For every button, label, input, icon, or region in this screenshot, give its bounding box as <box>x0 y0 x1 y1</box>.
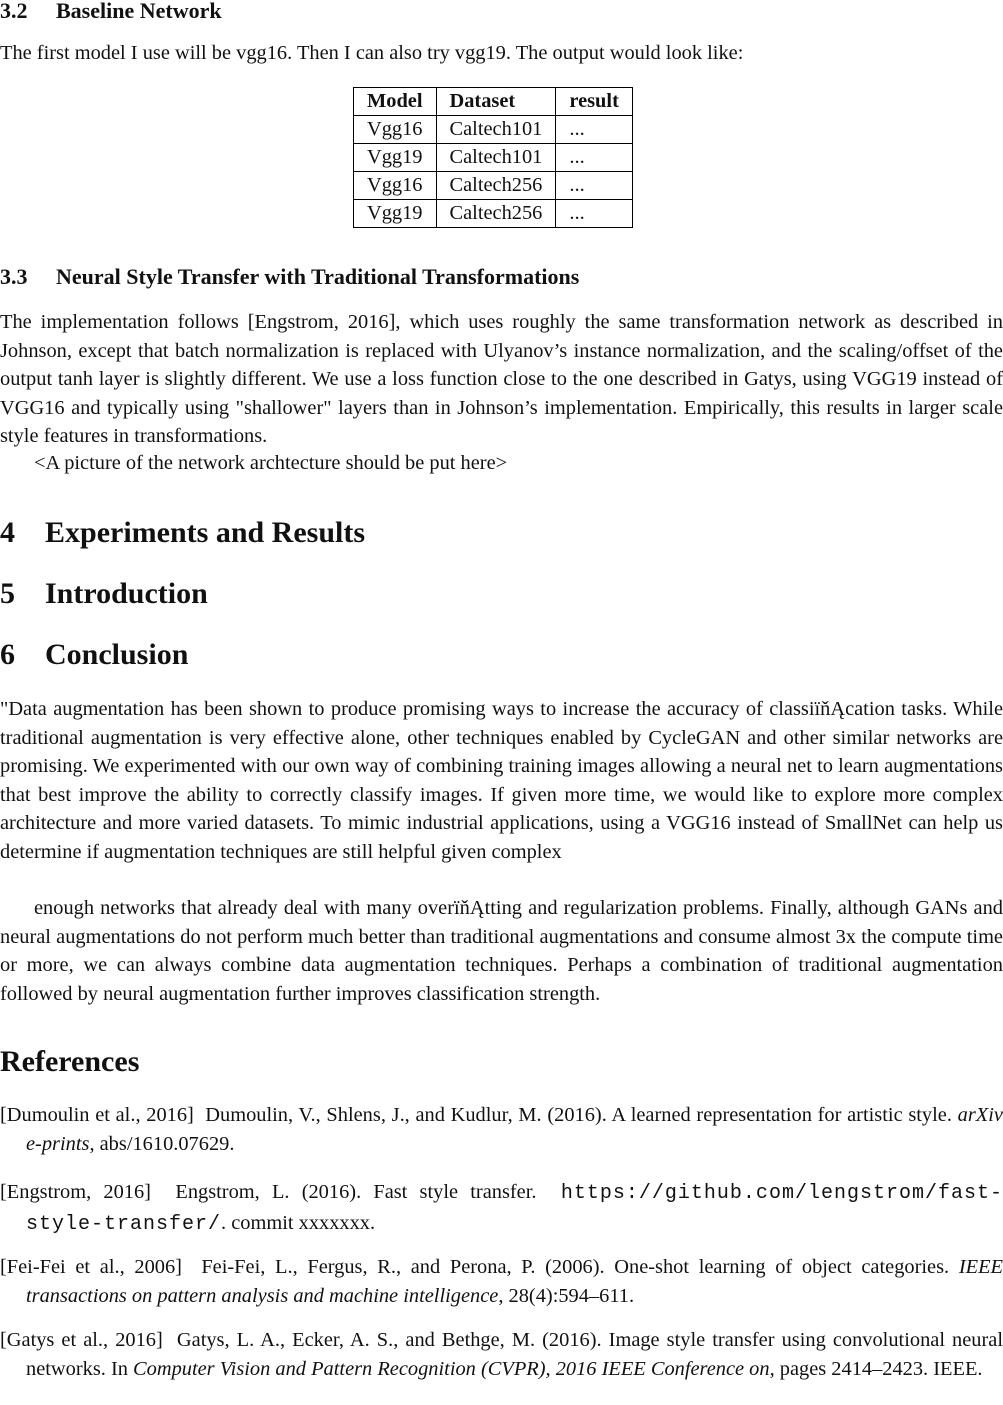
figure-placeholder-note: <A picture of the network archtecture should be put here> <box>34 452 508 474</box>
reference-venue: IEEE transactions on pattern analysis and machine intelligence <box>26 1256 1003 1307</box>
table-cell: Vgg19 <box>354 144 437 172</box>
reference-key: [Engstrom, 2016] <box>0 1181 151 1203</box>
nst-paragraph: The implementation follows [Engstrom, 2016], which uses roughly the same transformation network as described in Johnson, except that batch normalization is replaced with Ulyanov’s instance normalization, and the scaling/offset of the output tanh layer is slightly different. We use a loss function close to the one described in Gatys, using VGG19 instead of VGG16 and typically using "shallower" layers than in Johnson’s implementation. Empirically, this results in larger scale style features in transformations. <box>0 311 1003 448</box>
table-cell: ... <box>556 116 632 144</box>
conclusion-paragraph-2: enough networks that already deal with many overïňĄtting and regularization problems. Finally, although GANs and neural augmentations do not perform much better than traditional augmentations and consume almost 3x the compute time or more, we can always combine data augmentation techniques. Perhaps a combination of traditional augmentation followed by neural augmentation further improves classification strength. <box>0 897 1003 1005</box>
table-header-row <box>354 88 633 116</box>
section-number: 6 <box>0 638 15 671</box>
table-cell: ... <box>556 144 632 172</box>
reference-authors: Gatys, L. A., Ecker, A. S., and Bethge, M. (2016). Image style transfer using convolutional neural networks. In <box>26 1329 1003 1380</box>
section-heading-3-3 <box>0 264 1003 290</box>
section-title: Neural Style Transfer with Traditional Transformations <box>56 264 580 289</box>
table-row <box>354 116 633 144</box>
table-cell: Caltech101 <box>436 144 556 172</box>
table-cell: Vgg16 <box>354 172 437 200</box>
reference-url-link[interactable]: https://github.com/lengstrom/fast-style-transfer/ <box>26 1182 1003 1236</box>
reference-details: , pages 2414–2423. IEEE. <box>769 1357 983 1380</box>
table-cell: Caltech101 <box>436 116 556 144</box>
table-cell: ... <box>556 172 632 200</box>
reference-venue: arXiv e-prints <box>26 1104 1003 1155</box>
table-header-cell: result <box>556 88 632 116</box>
table-cell: Caltech256 <box>436 200 556 228</box>
reference-authors: Dumoulin, V., Shlens, J., and Kudlur, M. (2016). A learned representation for artistic style. <box>205 1104 952 1126</box>
reference-entry <box>0 1253 1003 1310</box>
reference-authors: Engstrom, L. (2016). Fast style transfer. <box>175 1181 537 1203</box>
table-cell: Vgg16 <box>354 116 437 144</box>
table-cell: Vgg19 <box>354 200 437 228</box>
reference-authors: Fei-Fei, L., Fergus, R., and Perona, P. (2006). One-shot learning of object categories. <box>201 1256 950 1278</box>
reference-entry <box>0 1326 1003 1383</box>
reference-details: , 28(4):594–611. <box>498 1284 635 1307</box>
results-table <box>353 87 633 228</box>
table-row <box>354 200 633 228</box>
section-number: 4 <box>0 516 15 549</box>
reference-key: [Gatys et al., 2016] <box>0 1329 163 1351</box>
section-heading-4 <box>0 515 1003 551</box>
reference-details: , abs/1610.07629. <box>89 1132 235 1155</box>
table-header-cell: Model <box>354 88 437 116</box>
reference-entry <box>0 1101 1003 1158</box>
table-row <box>354 144 633 172</box>
reference-entry <box>0 1178 1003 1239</box>
section-title: Baseline Network <box>56 0 222 23</box>
reference-key: [Fei-Fei et al., 2006] <box>0 1256 182 1278</box>
section-title: Conclusion <box>45 638 189 671</box>
baseline-paragraph: The first model I use will be vgg16. Then I can also try vgg19. The output would look like: <box>0 42 744 64</box>
section-number: 3.3 <box>0 264 28 289</box>
reference-key: [Dumoulin et al., 2016] <box>0 1104 194 1126</box>
section-title: Introduction <box>45 577 208 610</box>
section-heading-6 <box>0 637 1003 673</box>
section-number: 3.2 <box>0 0 28 23</box>
references-heading: References <box>0 1045 140 1078</box>
table-cell: Caltech256 <box>436 172 556 200</box>
table-cell: ... <box>556 200 632 228</box>
reference-details: . commit xxxxxxx. <box>221 1211 376 1234</box>
table-row <box>354 172 633 200</box>
reference-venue: Computer Vision and Pattern Recognition (CVPR), 2016 IEEE Conference on <box>133 1357 770 1380</box>
section-number: 5 <box>0 577 15 610</box>
section-heading-5 <box>0 576 1003 612</box>
table-header-cell: Dataset <box>436 88 556 116</box>
section-heading-3-2 <box>0 0 1003 24</box>
conclusion-paragraph-1: "Data augmentation has been shown to produce promising ways to increase the accuracy of classiïňĄcation tasks. While traditional augmentation is very effective alone, other techniques enabled by CycleGAN and other similar networks are promising. We experimented with our own way of combining training images allowing a neural net to learn augmentations that best improve the ability to correctly classify images. If given more time, we would like to explore more complex architecture and more varied datasets. To mimic industrial applications, using a VGG16 instead of SmallNet can help us determine if augmentation techniques are still helpful given complex <box>0 698 1003 863</box>
section-title: Experiments and Results <box>45 516 366 549</box>
